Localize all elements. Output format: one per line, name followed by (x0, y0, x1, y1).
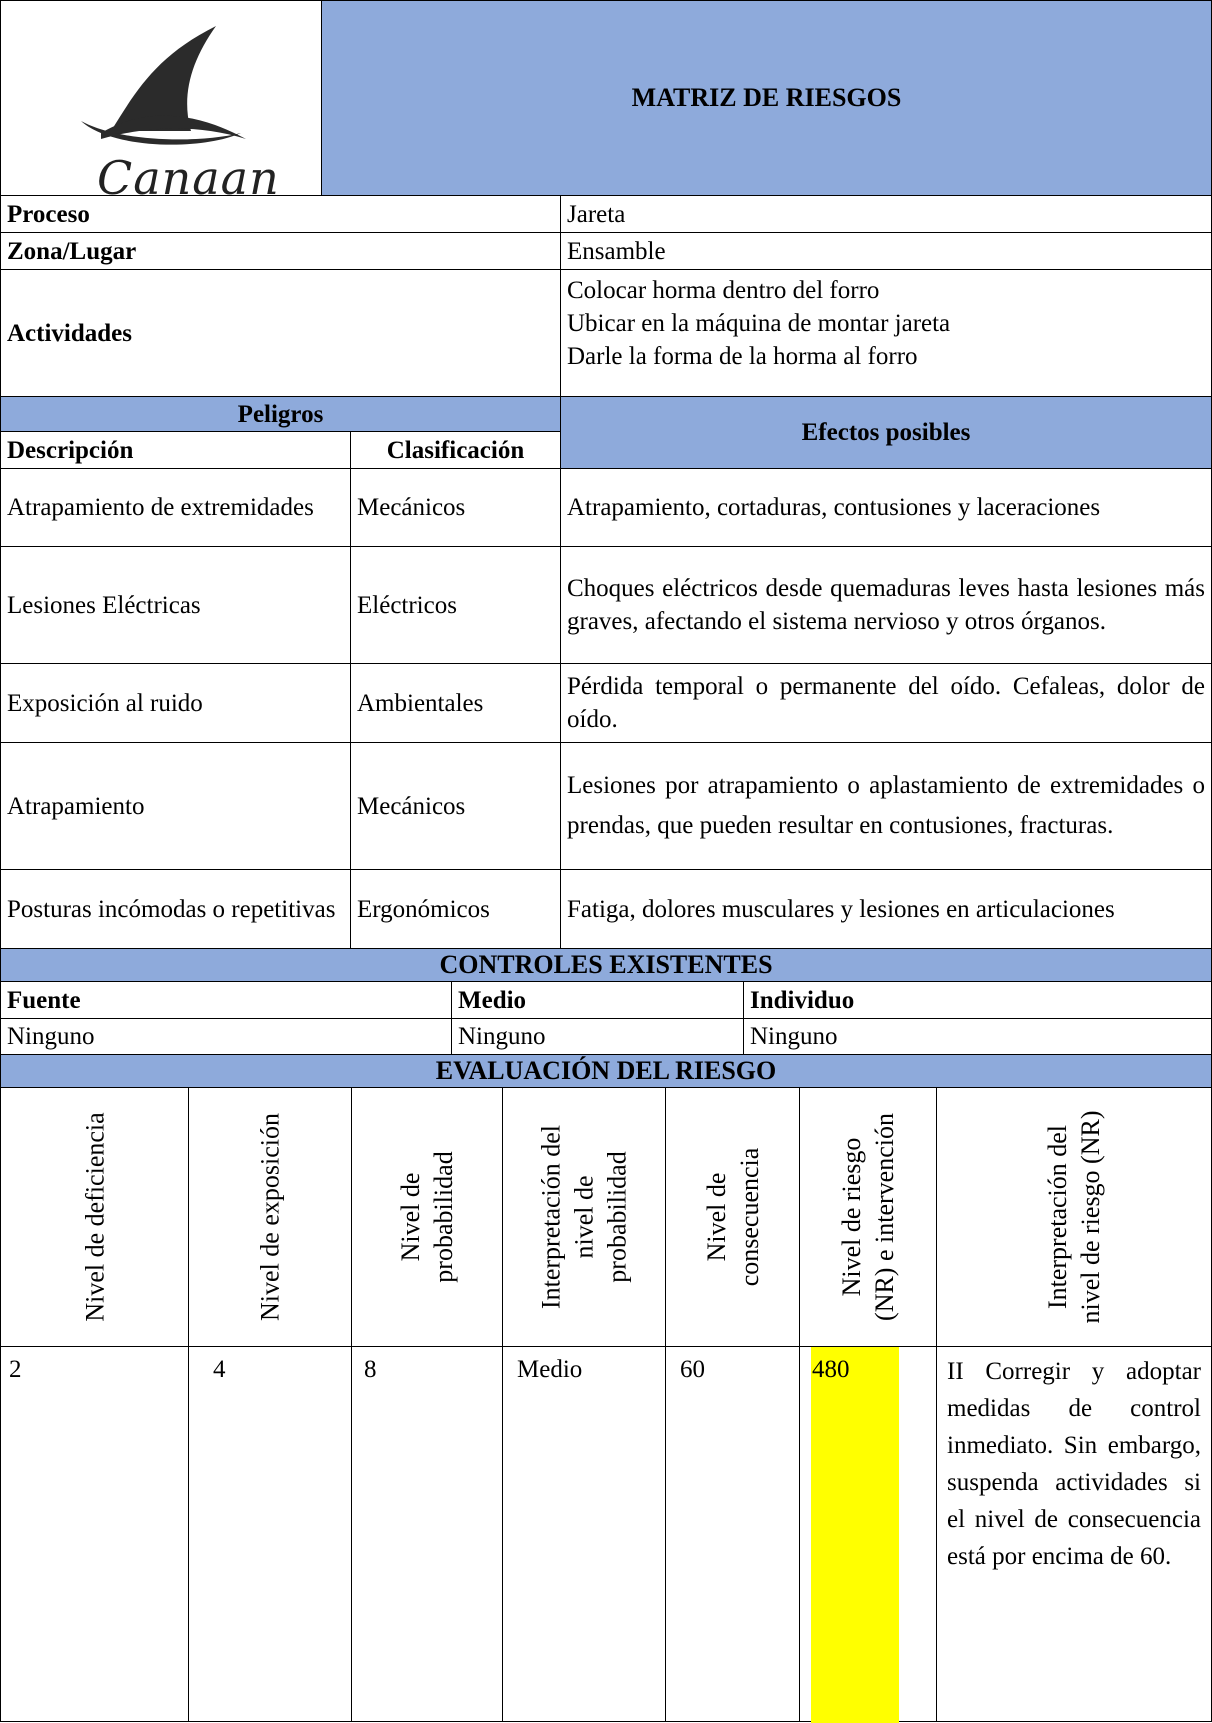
col-interpretacion-probabilidad: Interpretación del nivel de probabilidad (502, 1087, 666, 1347)
col-nivel-riesgo: Nivel de riesgo (NR) e intervención (799, 1087, 937, 1347)
zona-value: Ensamble (560, 232, 1212, 270)
peligro-efectos: Choques eléctricos desde quemaduras leves hasta lesiones más graves, afectando el sistema nervioso y otros órganos. (560, 546, 1212, 664)
proceso-label: Proceso (0, 195, 561, 233)
fuente-label: Fuente (0, 981, 452, 1019)
peligro-clasificacion: Ambientales (350, 663, 561, 743)
actividades-list (560, 269, 1212, 397)
peligro-efectos: Pérdida temporal o permanente del oído. Cefaleas, dolor de oído. (560, 663, 1212, 743)
controles-header: CONTROLES EXISTENTES (0, 948, 1212, 982)
col-nivel-consecuencia: Nivel de consecuencia (665, 1087, 800, 1347)
individuo-label: Individuo (743, 981, 1212, 1019)
col-efectos-header: Efectos posibles (560, 396, 1212, 469)
valor-consecuencia: 60 (665, 1346, 800, 1722)
actividad-item: Ubicar en la máquina de montar jareta (567, 310, 951, 337)
page-title (321, 0, 1212, 196)
peligro-descripcion: Exposición al ruido (0, 663, 351, 743)
valor-exposicion: 4 (188, 1346, 352, 1722)
col-clasificacion-header: Clasificación (350, 431, 561, 469)
valor-nivel-riesgo (799, 1346, 937, 1722)
peligro-clasificacion: Ergonómicos (350, 869, 561, 949)
peligro-efectos: Lesiones por atrapamiento o aplastamiento de extremidades o prendas, que pueden resultar en contusiones, fracturas. (560, 742, 1212, 870)
shark-fin-icon (41, 21, 281, 151)
title-text: MATRIZ DE RIESGOS (631, 83, 902, 112)
logo-wordmark: Canaan (97, 151, 280, 205)
nivel-riesgo-text: 480 (812, 1356, 850, 1383)
peligro-descripcion: Lesiones Eléctricas (0, 546, 351, 664)
fuente-value: Ninguno (0, 1018, 452, 1055)
col-interpretacion-riesgo: Interpretación del nivel de riesgo (NR) (936, 1087, 1212, 1347)
highlight-fill (811, 1347, 899, 1723)
col-nivel-probabilidad: Nivel de probabilidad (351, 1087, 503, 1347)
valor-probabilidad: 8 (351, 1346, 503, 1722)
evaluacion-header: EVALUACIÓN DEL RIESGO (0, 1054, 1212, 1088)
col-descripcion-header: Descripción (0, 431, 351, 469)
actividades-label: Actividades (0, 269, 561, 397)
peligro-descripcion: Atrapamiento (0, 742, 351, 870)
valor-deficiencia: 2 (0, 1346, 189, 1722)
canaan-logo (41, 21, 281, 205)
proceso-value: Jareta (560, 195, 1212, 233)
peligro-clasificacion: Eléctricos (350, 546, 561, 664)
actividad-item: Darle la forma de la horma al forro (567, 343, 918, 370)
valor-interpretacion-riesgo: II Corregir y adoptar medidas de control inmediato. Sin embargo, suspenda actividades si el nivel de consecuencia está por encima de 60. (936, 1346, 1212, 1722)
zona-label: Zona/Lugar (0, 232, 561, 270)
peligro-efectos: Atrapamiento, cortaduras, contusiones y laceraciones (560, 468, 1212, 547)
peligro-descripcion: Atrapamiento de extremidades (0, 468, 351, 547)
peligro-efectos: Fatiga, dolores musculares y lesiones en articulaciones (560, 869, 1212, 949)
valor-interpretacion-probabilidad: Medio (502, 1346, 666, 1722)
individuo-value: Ninguno (743, 1018, 1212, 1055)
medio-value: Ninguno (451, 1018, 744, 1055)
peligro-clasificacion: Mecánicos (350, 468, 561, 547)
peligro-descripcion: Posturas incómodas o repetitivas (0, 869, 351, 949)
peligro-clasificacion: Mecánicos (350, 742, 561, 870)
medio-label: Medio (451, 981, 744, 1019)
col-nivel-exposicion: Nivel de exposición (188, 1087, 352, 1347)
peligros-header: Peligros (0, 396, 561, 432)
col-nivel-deficiencia: Nivel de deficiencia (0, 1087, 189, 1347)
actividad-item: Colocar horma dentro del forro (567, 277, 880, 304)
logo-cell (0, 0, 322, 205)
